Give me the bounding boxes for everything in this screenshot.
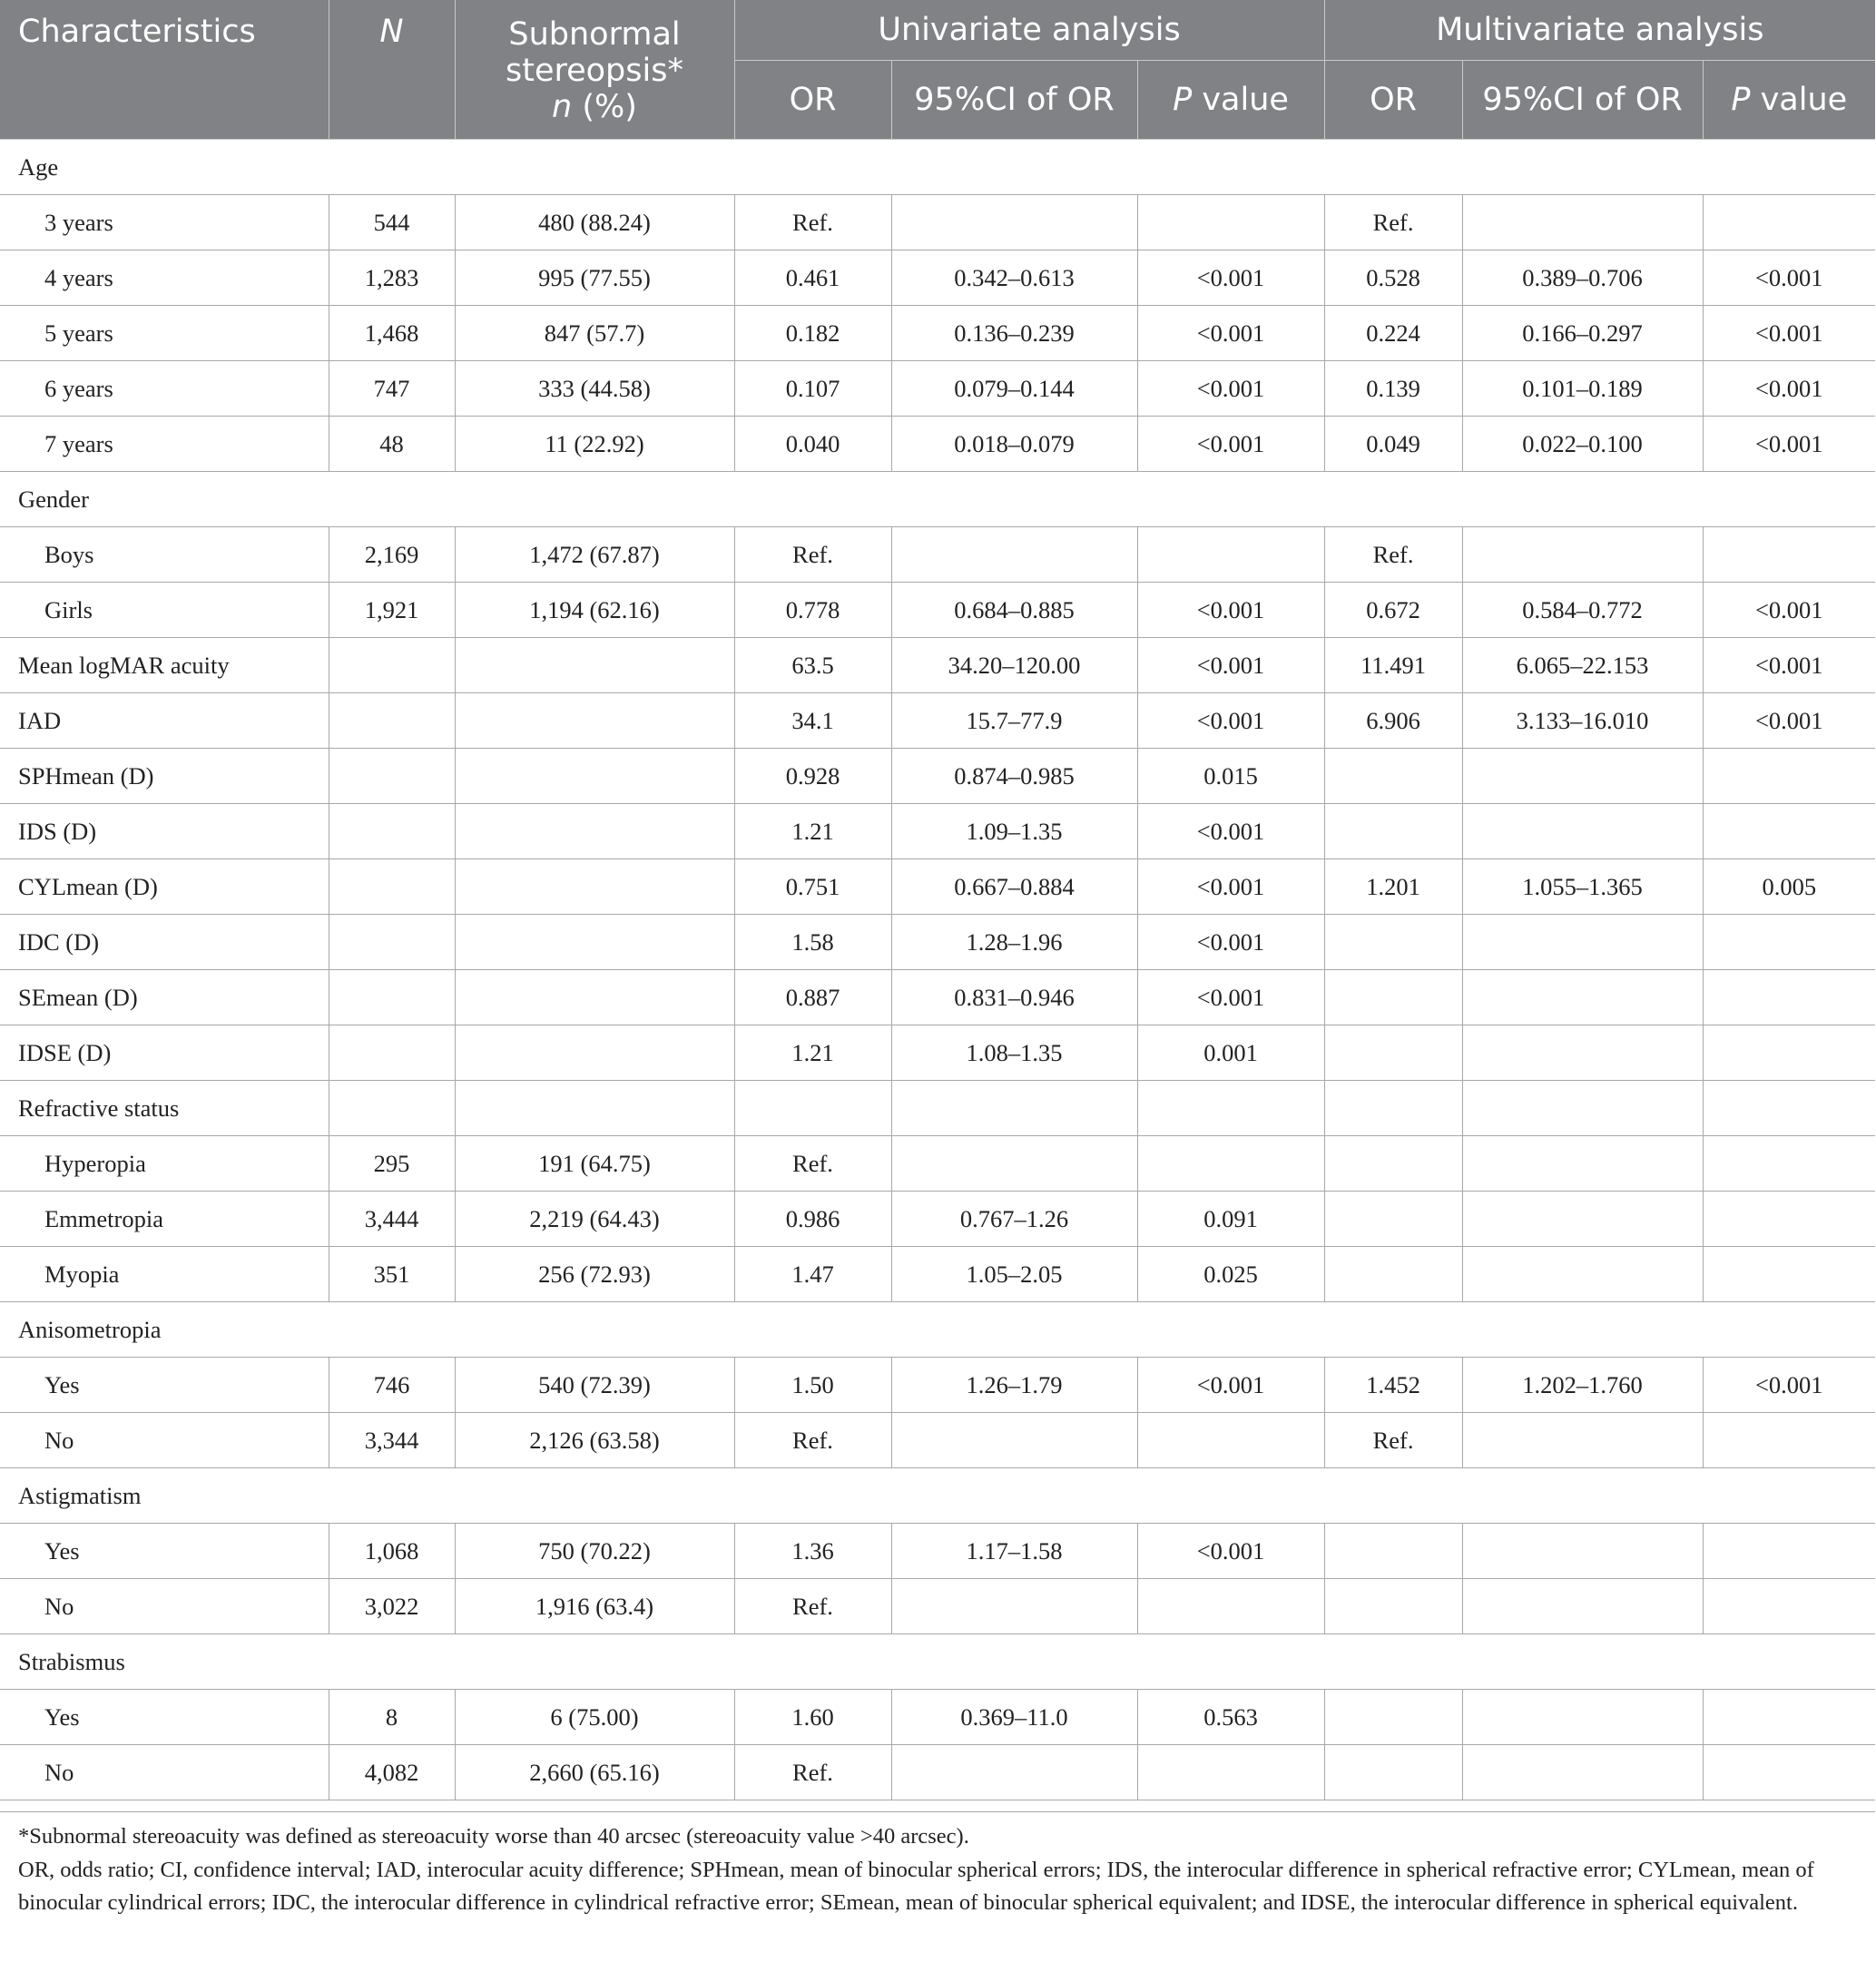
table-row xyxy=(0,1690,1875,1745)
multivariate-or-cell: 0.224 xyxy=(1324,306,1462,361)
row-label: CYLmean (D) xyxy=(0,859,329,915)
subnormal-cell xyxy=(455,970,734,1025)
header-multivariate-ci: 95%CI of OR xyxy=(1462,61,1703,140)
multivariate-p-cell xyxy=(1703,915,1875,970)
univariate-or-cell: 0.928 xyxy=(734,749,891,804)
univariate-p-cell xyxy=(1137,1413,1324,1468)
multivariate-ci-cell: 1.055–1.365 xyxy=(1462,859,1703,915)
row-label: No xyxy=(0,1745,329,1800)
multivariate-p-cell xyxy=(1703,1579,1875,1634)
row-label: IDSE (D) xyxy=(0,1025,329,1081)
table-row xyxy=(0,1358,1875,1413)
univariate-ci-cell: 1.26–1.79 xyxy=(891,1358,1137,1413)
section-row xyxy=(0,472,1875,527)
subnormal-cell: 333 (44.58) xyxy=(455,361,734,417)
univariate-or-cell: 34.1 xyxy=(734,693,891,749)
table-row xyxy=(0,1192,1875,1247)
multivariate-or-cell: Ref. xyxy=(1324,1413,1462,1468)
table-row xyxy=(0,970,1875,1025)
row-label: Yes xyxy=(0,1524,329,1579)
multivariate-ci-cell xyxy=(1462,195,1703,250)
subnormal-cell: 11 (22.92) xyxy=(455,417,734,472)
n-cell xyxy=(329,1025,455,1081)
multivariate-ci-cell xyxy=(1462,1579,1703,1634)
univariate-or-cell: 1.21 xyxy=(734,804,891,859)
row-label: Girls xyxy=(0,583,329,638)
univariate-ci-cell xyxy=(891,1745,1137,1800)
multivariate-ci-cell xyxy=(1462,1025,1703,1081)
n-cell xyxy=(329,693,455,749)
section-label: Gender xyxy=(0,472,329,527)
table-row xyxy=(0,361,1875,417)
univariate-p-cell xyxy=(1137,1745,1324,1800)
univariate-p-cell: 0.563 xyxy=(1137,1690,1324,1745)
multivariate-or-cell xyxy=(1324,1690,1462,1745)
univariate-or-cell: 0.182 xyxy=(734,306,891,361)
multivariate-ci-cell xyxy=(1462,1136,1703,1192)
univariate-p-cell: <0.001 xyxy=(1137,859,1324,915)
univariate-ci-cell: 1.28–1.96 xyxy=(891,915,1137,970)
univariate-ci-cell: 0.831–0.946 xyxy=(891,970,1137,1025)
multivariate-or-cell: 11.491 xyxy=(1324,638,1462,693)
univariate-p-cell: 0.001 xyxy=(1137,1025,1324,1081)
multivariate-p-cell: <0.001 xyxy=(1703,693,1875,749)
table-row xyxy=(0,1247,1875,1302)
multivariate-ci-cell: 0.166–0.297 xyxy=(1462,306,1703,361)
n-cell xyxy=(329,749,455,804)
multivariate-or-cell xyxy=(1324,915,1462,970)
univariate-or-cell: 1.36 xyxy=(734,1524,891,1579)
subnormal-cell xyxy=(455,859,734,915)
subnormal-cell xyxy=(455,693,734,749)
n-cell: 747 xyxy=(329,361,455,417)
multivariate-p-cell xyxy=(1703,804,1875,859)
section-spacer xyxy=(329,1634,1875,1690)
section-label: Age xyxy=(0,140,329,195)
univariate-p-cell: <0.001 xyxy=(1137,693,1324,749)
multivariate-p-cell: <0.001 xyxy=(1703,1358,1875,1413)
header-p-letter: P xyxy=(1731,82,1751,118)
univariate-or-cell: 1.58 xyxy=(734,915,891,970)
n-cell xyxy=(329,804,455,859)
multivariate-ci-cell xyxy=(1462,1524,1703,1579)
n-cell xyxy=(329,915,455,970)
header-subnormal-line1: Subnormal xyxy=(508,16,681,53)
subnormal-cell: 2,219 (64.43) xyxy=(455,1192,734,1247)
row-label: 7 years xyxy=(0,417,329,472)
univariate-or-cell: Ref. xyxy=(734,1579,891,1634)
multivariate-ci-cell xyxy=(1462,1413,1703,1468)
univariate-or-cell: 0.461 xyxy=(734,250,891,306)
n-cell: 3,022 xyxy=(329,1579,455,1634)
univariate-p-cell: <0.001 xyxy=(1137,306,1324,361)
univariate-ci-cell: 0.767–1.26 xyxy=(891,1192,1137,1247)
header-multivariate-or: OR xyxy=(1324,61,1462,140)
table-row xyxy=(0,1579,1875,1634)
multivariate-ci-cell: 1.202–1.760 xyxy=(1462,1358,1703,1413)
header-multivariate-p xyxy=(1703,61,1875,140)
multivariate-ci-cell xyxy=(1462,749,1703,804)
subnormal-cell: 2,660 (65.16) xyxy=(455,1745,734,1800)
n-cell: 2,169 xyxy=(329,527,455,583)
univariate-ci-cell: 0.136–0.239 xyxy=(891,306,1137,361)
multivariate-p-cell xyxy=(1703,1081,1875,1136)
multivariate-or-cell xyxy=(1324,1025,1462,1081)
row-label: Yes xyxy=(0,1358,329,1413)
row-label: Mean logMAR acuity xyxy=(0,638,329,693)
table-row xyxy=(0,250,1875,306)
univariate-p-cell: <0.001 xyxy=(1137,250,1324,306)
footnote-definition: *Subnormal stereoacuity was defined as stereoacuity worse than 40 arcsec (stereoacuity value >40 arcsec). xyxy=(18,1824,969,1849)
univariate-p-cell: <0.001 xyxy=(1137,1524,1324,1579)
multivariate-or-cell xyxy=(1324,749,1462,804)
table-row xyxy=(0,749,1875,804)
multivariate-or-cell xyxy=(1324,1524,1462,1579)
univariate-ci-cell xyxy=(891,1081,1137,1136)
univariate-p-cell: 0.025 xyxy=(1137,1247,1324,1302)
row-label: IAD xyxy=(0,693,329,749)
table-bottom-rule xyxy=(0,1811,1875,1812)
univariate-ci-cell: 0.684–0.885 xyxy=(891,583,1137,638)
table-row xyxy=(0,1745,1875,1800)
univariate-ci-cell: 0.079–0.144 xyxy=(891,361,1137,417)
table-row xyxy=(0,583,1875,638)
multivariate-ci-cell xyxy=(1462,527,1703,583)
univariate-or-cell: Ref. xyxy=(734,1745,891,1800)
row-label: 6 years xyxy=(0,361,329,417)
univariate-p-cell xyxy=(1137,195,1324,250)
subnormal-cell: 540 (72.39) xyxy=(455,1358,734,1413)
header-subnormal-pct: (%) xyxy=(572,89,637,125)
header-univariate-p xyxy=(1137,61,1324,140)
n-cell: 3,444 xyxy=(329,1192,455,1247)
n-cell: 351 xyxy=(329,1247,455,1302)
section-spacer xyxy=(329,1302,1875,1358)
table-row xyxy=(0,195,1875,250)
multivariate-p-cell: <0.001 xyxy=(1703,361,1875,417)
multivariate-p-cell xyxy=(1703,1025,1875,1081)
subnormal-cell xyxy=(455,1081,734,1136)
univariate-p-cell: <0.001 xyxy=(1137,915,1324,970)
multivariate-or-cell: 0.139 xyxy=(1324,361,1462,417)
header-univariate-or: OR xyxy=(734,61,891,140)
row-label: No xyxy=(0,1579,329,1634)
header-p-rest: value xyxy=(1750,82,1848,118)
n-cell: 544 xyxy=(329,195,455,250)
univariate-ci-cell: 1.05–2.05 xyxy=(891,1247,1137,1302)
table-row xyxy=(0,693,1875,749)
multivariate-ci-cell xyxy=(1462,915,1703,970)
multivariate-or-cell xyxy=(1324,804,1462,859)
subnormal-cell: 995 (77.55) xyxy=(455,250,734,306)
multivariate-ci-cell xyxy=(1462,1690,1703,1745)
univariate-or-cell: Ref. xyxy=(734,1136,891,1192)
row-label: Yes xyxy=(0,1690,329,1745)
section-row xyxy=(0,140,1875,195)
multivariate-p-cell xyxy=(1703,749,1875,804)
multivariate-ci-cell xyxy=(1462,1192,1703,1247)
section-row xyxy=(0,1634,1875,1690)
n-cell: 295 xyxy=(329,1136,455,1192)
univariate-p-cell: <0.001 xyxy=(1137,361,1324,417)
table-row xyxy=(0,306,1875,361)
univariate-or-cell: 0.751 xyxy=(734,859,891,915)
multivariate-ci-cell: 3.133–16.010 xyxy=(1462,693,1703,749)
multivariate-ci-cell: 0.022–0.100 xyxy=(1462,417,1703,472)
univariate-ci-cell xyxy=(891,527,1137,583)
univariate-ci-cell: 1.17–1.58 xyxy=(891,1524,1137,1579)
table-row xyxy=(0,1025,1875,1081)
row-label: Emmetropia xyxy=(0,1192,329,1247)
multivariate-p-cell xyxy=(1703,1690,1875,1745)
multivariate-or-cell xyxy=(1324,1081,1462,1136)
table-row xyxy=(0,1413,1875,1468)
multivariate-ci-cell xyxy=(1462,804,1703,859)
multivariate-p-cell xyxy=(1703,527,1875,583)
header-multivariate: Multivariate analysis xyxy=(1324,0,1875,61)
univariate-or-cell: 1.60 xyxy=(734,1690,891,1745)
n-cell: 1,468 xyxy=(329,306,455,361)
row-label: Hyperopia xyxy=(0,1136,329,1192)
row-label: Myopia xyxy=(0,1247,329,1302)
multivariate-or-cell xyxy=(1324,970,1462,1025)
univariate-ci-cell: 0.369–11.0 xyxy=(891,1690,1137,1745)
multivariate-p-cell: 0.005 xyxy=(1703,859,1875,915)
univariate-or-cell: Ref. xyxy=(734,1413,891,1468)
subnormal-cell: 6 (75.00) xyxy=(455,1690,734,1745)
univariate-p-cell: <0.001 xyxy=(1137,417,1324,472)
univariate-or-cell: 0.107 xyxy=(734,361,891,417)
table-row xyxy=(0,638,1875,693)
multivariate-p-cell xyxy=(1703,1413,1875,1468)
section-label: Astigmatism xyxy=(0,1468,329,1524)
section-spacer xyxy=(329,140,1875,195)
header-subnormal-n: n xyxy=(552,89,573,125)
multivariate-p-cell xyxy=(1703,1247,1875,1302)
univariate-or-cell: 0.778 xyxy=(734,583,891,638)
subnormal-cell: 1,194 (62.16) xyxy=(455,583,734,638)
subnormal-cell: 256 (72.93) xyxy=(455,1247,734,1302)
row-label: 4 years xyxy=(0,250,329,306)
table-row xyxy=(0,1081,1875,1136)
univariate-p-cell: <0.001 xyxy=(1137,804,1324,859)
section-spacer xyxy=(329,1468,1875,1524)
header-characteristics: Characteristics xyxy=(0,0,329,140)
subnormal-cell xyxy=(455,804,734,859)
univariate-ci-cell xyxy=(891,1579,1137,1634)
multivariate-ci-cell xyxy=(1462,970,1703,1025)
n-cell: 1,921 xyxy=(329,583,455,638)
univariate-p-cell: <0.001 xyxy=(1137,1358,1324,1413)
multivariate-or-cell: 0.049 xyxy=(1324,417,1462,472)
n-cell: 8 xyxy=(329,1690,455,1745)
multivariate-or-cell: 1.452 xyxy=(1324,1358,1462,1413)
multivariate-ci-cell: 0.584–0.772 xyxy=(1462,583,1703,638)
univariate-p-cell xyxy=(1137,1081,1324,1136)
n-cell: 1,283 xyxy=(329,250,455,306)
header-subnormal-stereopsis xyxy=(455,0,734,140)
univariate-ci-cell xyxy=(891,1413,1137,1468)
table-footnotes xyxy=(18,1820,1861,1920)
multivariate-or-cell: 1.201 xyxy=(1324,859,1462,915)
section-label: Strabismus xyxy=(0,1634,329,1690)
univariate-or-cell: 1.50 xyxy=(734,1358,891,1413)
n-cell: 746 xyxy=(329,1358,455,1413)
univariate-p-cell: <0.001 xyxy=(1137,638,1324,693)
subnormal-cell: 1,916 (63.4) xyxy=(455,1579,734,1634)
n-cell: 3,344 xyxy=(329,1413,455,1468)
multivariate-ci-cell xyxy=(1462,1745,1703,1800)
row-label: IDS (D) xyxy=(0,804,329,859)
section-row xyxy=(0,1468,1875,1524)
header-p-rest: value xyxy=(1192,82,1289,118)
multivariate-or-cell xyxy=(1324,1579,1462,1634)
subnormal-cell xyxy=(455,915,734,970)
multivariate-or-cell: 0.672 xyxy=(1324,583,1462,638)
univariate-or-cell: 0.887 xyxy=(734,970,891,1025)
univariate-or-cell: 63.5 xyxy=(734,638,891,693)
subnormal-cell xyxy=(455,638,734,693)
univariate-ci-cell: 1.08–1.35 xyxy=(891,1025,1137,1081)
multivariate-p-cell: <0.001 xyxy=(1703,638,1875,693)
n-cell: 4,082 xyxy=(329,1745,455,1800)
table-row xyxy=(0,1136,1875,1192)
multivariate-ci-cell xyxy=(1462,1247,1703,1302)
multivariate-ci-cell xyxy=(1462,1081,1703,1136)
multivariate-p-cell: <0.001 xyxy=(1703,583,1875,638)
univariate-ci-cell: 0.342–0.613 xyxy=(891,250,1137,306)
subnormal-cell xyxy=(455,1025,734,1081)
subnormal-cell: 750 (70.22) xyxy=(455,1524,734,1579)
multivariate-ci-cell: 0.101–0.189 xyxy=(1462,361,1703,417)
multivariate-p-cell xyxy=(1703,1136,1875,1192)
row-label: SEmean (D) xyxy=(0,970,329,1025)
univariate-or-cell: 1.47 xyxy=(734,1247,891,1302)
n-cell: 1,068 xyxy=(329,1524,455,1579)
univariate-ci-cell: 0.018–0.079 xyxy=(891,417,1137,472)
multivariate-or-cell: Ref. xyxy=(1324,527,1462,583)
row-label: SPHmean (D) xyxy=(0,749,329,804)
univariate-ci-cell: 0.874–0.985 xyxy=(891,749,1137,804)
subnormal-cell: 480 (88.24) xyxy=(455,195,734,250)
subnormal-cell: 847 (57.7) xyxy=(455,306,734,361)
univariate-ci-cell: 1.09–1.35 xyxy=(891,804,1137,859)
section-label: Anisometropia xyxy=(0,1302,329,1358)
header-univariate: Univariate analysis xyxy=(734,0,1324,61)
univariate-or-cell xyxy=(734,1081,891,1136)
univariate-ci-cell xyxy=(891,1136,1137,1192)
subnormal-cell: 1,472 (67.87) xyxy=(455,527,734,583)
n-cell: 48 xyxy=(329,417,455,472)
subnormal-cell xyxy=(455,749,734,804)
multivariate-ci-cell: 6.065–22.153 xyxy=(1462,638,1703,693)
univariate-p-cell xyxy=(1137,1579,1324,1634)
subnormal-cell: 2,126 (63.58) xyxy=(455,1413,734,1468)
multivariate-p-cell xyxy=(1703,195,1875,250)
multivariate-or-cell xyxy=(1324,1136,1462,1192)
footnote-abbreviations: OR, odds ratio; CI, confidence interval; IAD, interocular acuity difference; SPHmean, mean of binocular spherical errors; IDS, the interocular difference in spherical refractive error; CYLmean, mean of binocular cylindrical errors; IDC, the interocular difference in cylindrical refractive error; SEmean, mean of binocular spherical equivalent; and IDSE, the interocular difference in spherical equivalent. xyxy=(18,1857,1814,1915)
univariate-p-cell: <0.001 xyxy=(1137,583,1324,638)
table-body xyxy=(0,140,1875,1800)
table-row xyxy=(0,417,1875,472)
univariate-or-cell: Ref. xyxy=(734,195,891,250)
header-n: N xyxy=(329,0,455,140)
row-label: No xyxy=(0,1413,329,1468)
header-subnormal-line2: stereopsis* xyxy=(506,53,683,89)
univariate-or-cell: 1.21 xyxy=(734,1025,891,1081)
univariate-or-cell: 0.040 xyxy=(734,417,891,472)
multivariate-or-cell: 6.906 xyxy=(1324,693,1462,749)
table-header xyxy=(0,0,1875,140)
row-label: Boys xyxy=(0,527,329,583)
row-label: 3 years xyxy=(0,195,329,250)
univariate-p-cell xyxy=(1137,1136,1324,1192)
multivariate-p-cell: <0.001 xyxy=(1703,306,1875,361)
multivariate-ci-cell: 0.389–0.706 xyxy=(1462,250,1703,306)
section-row xyxy=(0,1302,1875,1358)
univariate-p-cell: 0.015 xyxy=(1137,749,1324,804)
univariate-ci-cell: 34.20–120.00 xyxy=(891,638,1137,693)
multivariate-p-cell: <0.001 xyxy=(1703,417,1875,472)
multivariate-or-cell: Ref. xyxy=(1324,195,1462,250)
n-cell xyxy=(329,638,455,693)
row-label: 5 years xyxy=(0,306,329,361)
table-row xyxy=(0,1524,1875,1579)
table-row xyxy=(0,527,1875,583)
subnormal-cell: 191 (64.75) xyxy=(455,1136,734,1192)
univariate-ci-cell: 0.667–0.884 xyxy=(891,859,1137,915)
multivariate-or-cell xyxy=(1324,1247,1462,1302)
multivariate-p-cell xyxy=(1703,1745,1875,1800)
row-label: Refractive status xyxy=(0,1081,329,1136)
multivariate-p-cell xyxy=(1703,1524,1875,1579)
multivariate-p-cell: <0.001 xyxy=(1703,250,1875,306)
table-row xyxy=(0,915,1875,970)
univariate-p-cell xyxy=(1137,527,1324,583)
univariate-ci-cell: 15.7–77.9 xyxy=(891,693,1137,749)
multivariate-p-cell xyxy=(1703,1192,1875,1247)
univariate-p-cell: 0.091 xyxy=(1137,1192,1324,1247)
multivariate-or-cell: 0.528 xyxy=(1324,250,1462,306)
n-cell xyxy=(329,1081,455,1136)
header-p-letter: P xyxy=(1173,82,1193,118)
n-cell xyxy=(329,859,455,915)
header-univariate-ci: 95%CI of OR xyxy=(891,61,1137,140)
univariate-p-cell: <0.001 xyxy=(1137,970,1324,1025)
univariate-or-cell: Ref. xyxy=(734,527,891,583)
univariate-ci-cell xyxy=(891,195,1137,250)
n-cell xyxy=(329,970,455,1025)
multivariate-p-cell xyxy=(1703,970,1875,1025)
multivariate-or-cell xyxy=(1324,1745,1462,1800)
multivariate-or-cell xyxy=(1324,1192,1462,1247)
section-spacer xyxy=(329,472,1875,527)
table-row xyxy=(0,859,1875,915)
table-row xyxy=(0,804,1875,859)
row-label: IDC (D) xyxy=(0,915,329,970)
univariate-or-cell: 0.986 xyxy=(734,1192,891,1247)
